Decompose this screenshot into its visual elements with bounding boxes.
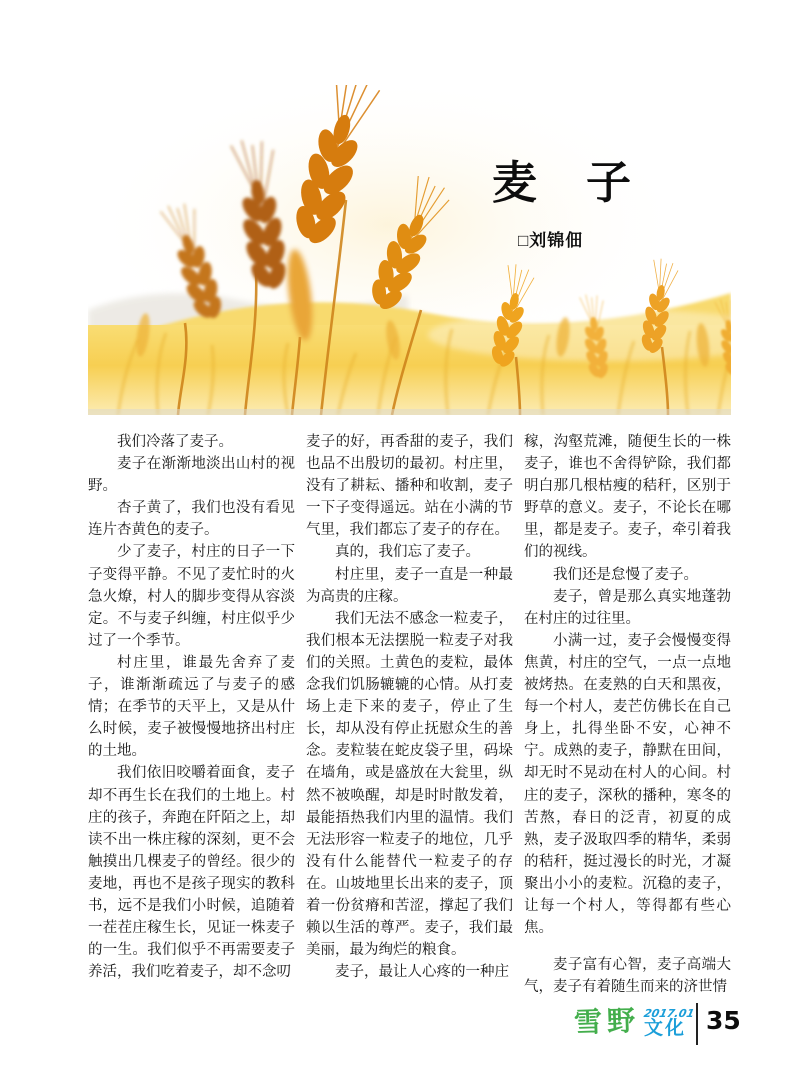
paragraph: 稼，沟壑荒滩，随便生长的一株麦子，谁也不舍得铲除，我们都明白那几根枯瘦的秸秆，区别于野草的意义。麦子，不论长在哪里，都是麦子。麦子，牵引着我们的视线。 <box>524 434 731 561</box>
paragraph: 杏子黄了，我们也没有看见连片杏黄色的麦子。 <box>88 500 295 539</box>
page-footer <box>0 1000 800 1060</box>
wheat-field-illustration <box>88 85 731 415</box>
article-body <box>88 431 731 996</box>
footer-divider <box>696 1003 698 1045</box>
paragraph: 我们无法不感念一粒麦子，我们根本无法摆脱一粒麦子对我们的关照。土黄色的麦粒，最体念我们饥肠辘辘的心情。从打麦场上走下来的麦子，停止了生长，却从没有停止抚慰众生的善念。麦粒装在蛇皮袋子里，码垛在墙角，或是盛放在大瓮里，纵然不被唤醒，却是时时散发着，最能捂热我们内里的温情。我们无法形容一粒麦子的地位，几乎没有什么能替代一粒麦子的存在。山坡地里长出来的麦子，顶着一份贫瘠和苦涩，撑起了我们赖以生活的尊严。麦子，我们最美丽，最为绚烂的粮食。 <box>306 610 513 959</box>
paragraph: 我们还是怠慢了麦子。 <box>553 566 698 583</box>
text-column-2 <box>306 431 513 983</box>
logo-text-green: 雪野 <box>573 1003 641 1040</box>
paragraph: 麦子，最让人心疼的一种庄 <box>335 964 509 981</box>
text-column-3 <box>524 431 731 998</box>
paragraph: 我们依旧咬嚼着面食，麦子却不再生长在我们的土地上。村庄的孩子，奔跑在阡陌之上，却读不出一株庄稼的深刻，更不会触摸出几棵麦子的曾经。很少的麦地，再也不是孩子现实的教科书，远不是我们小时候，追随着一茬茬庄稼生长，见证一株麦子的一生。我们似乎不再需要麦子养活，我们吃着麦子，却不念叨 <box>88 765 295 981</box>
magazine-logo <box>573 1003 696 1040</box>
paragraph: 麦子富有心智，麦子高端大气，麦子有着随生而来的济世情 <box>524 957 731 996</box>
paragraph: 村庄里，谁最先舍弃了麦子，谁渐渐疏远了与麦子的感情；在季节的天平上，又是从什么时候，麦子被慢慢地挤出村庄的土地。 <box>88 654 295 760</box>
paragraph: 麦子的好，再香甜的麦子，我们也品不出殷切的最初。村庄里，没有了耕耘、播种和收割，麦子一下子变得遥远。站在小满的节气里，我们都忘了麦子的存在。 <box>306 434 513 539</box>
wheat-header-image <box>88 85 731 415</box>
paragraph: 我们冷落了麦子。 <box>117 434 233 450</box>
page-number: 35 <box>706 1006 741 1035</box>
paragraph: 村庄里，麦子一直是一种最为高贵的庄稼。 <box>306 566 513 605</box>
paragraph: 麦子，曾是那么真实地蓬勃在村庄的过往里。 <box>524 588 731 627</box>
text-column-1 <box>88 431 295 983</box>
paragraph: 真的，我们忘了麦子。 <box>335 544 480 561</box>
article-title: 麦 子 <box>492 158 634 208</box>
paragraph: 小满一过，麦子会慢慢变得焦黄，村庄的空气，一点一点地被烤热。在麦熟的白天和黑夜，每一个村人，麦芒仿佛长在自己身上，扎得坐卧不安，心神不宁。成熟的麦子，静默在田间，却无时不晃动在村人的心间。村庄的麦子，深秋的播种，寒冬的苦熬，春日的泛青，初夏的成熟，麦子汲取四季的精华，柔弱的秸秆，挺过漫长的时光，才凝聚出小小的麦粒。沉稳的麦子，让每一个村人，等得都有些心焦。 <box>524 632 731 937</box>
logo-issue-year: 2017.01 <box>642 1007 696 1020</box>
article-author: □刘锦佃 <box>518 231 584 250</box>
paragraph: 少了麦子，村庄的日子一下子变得平静。不见了麦忙时的火急火燎，村人的脚步变得从容淡定。不与麦子纠缠，村庄似乎少过了一个季节。 <box>88 544 295 649</box>
paragraph: 麦子在渐渐地淡出山村的视野。 <box>88 456 295 495</box>
logo-text-blue: 文化 <box>644 1017 687 1039</box>
